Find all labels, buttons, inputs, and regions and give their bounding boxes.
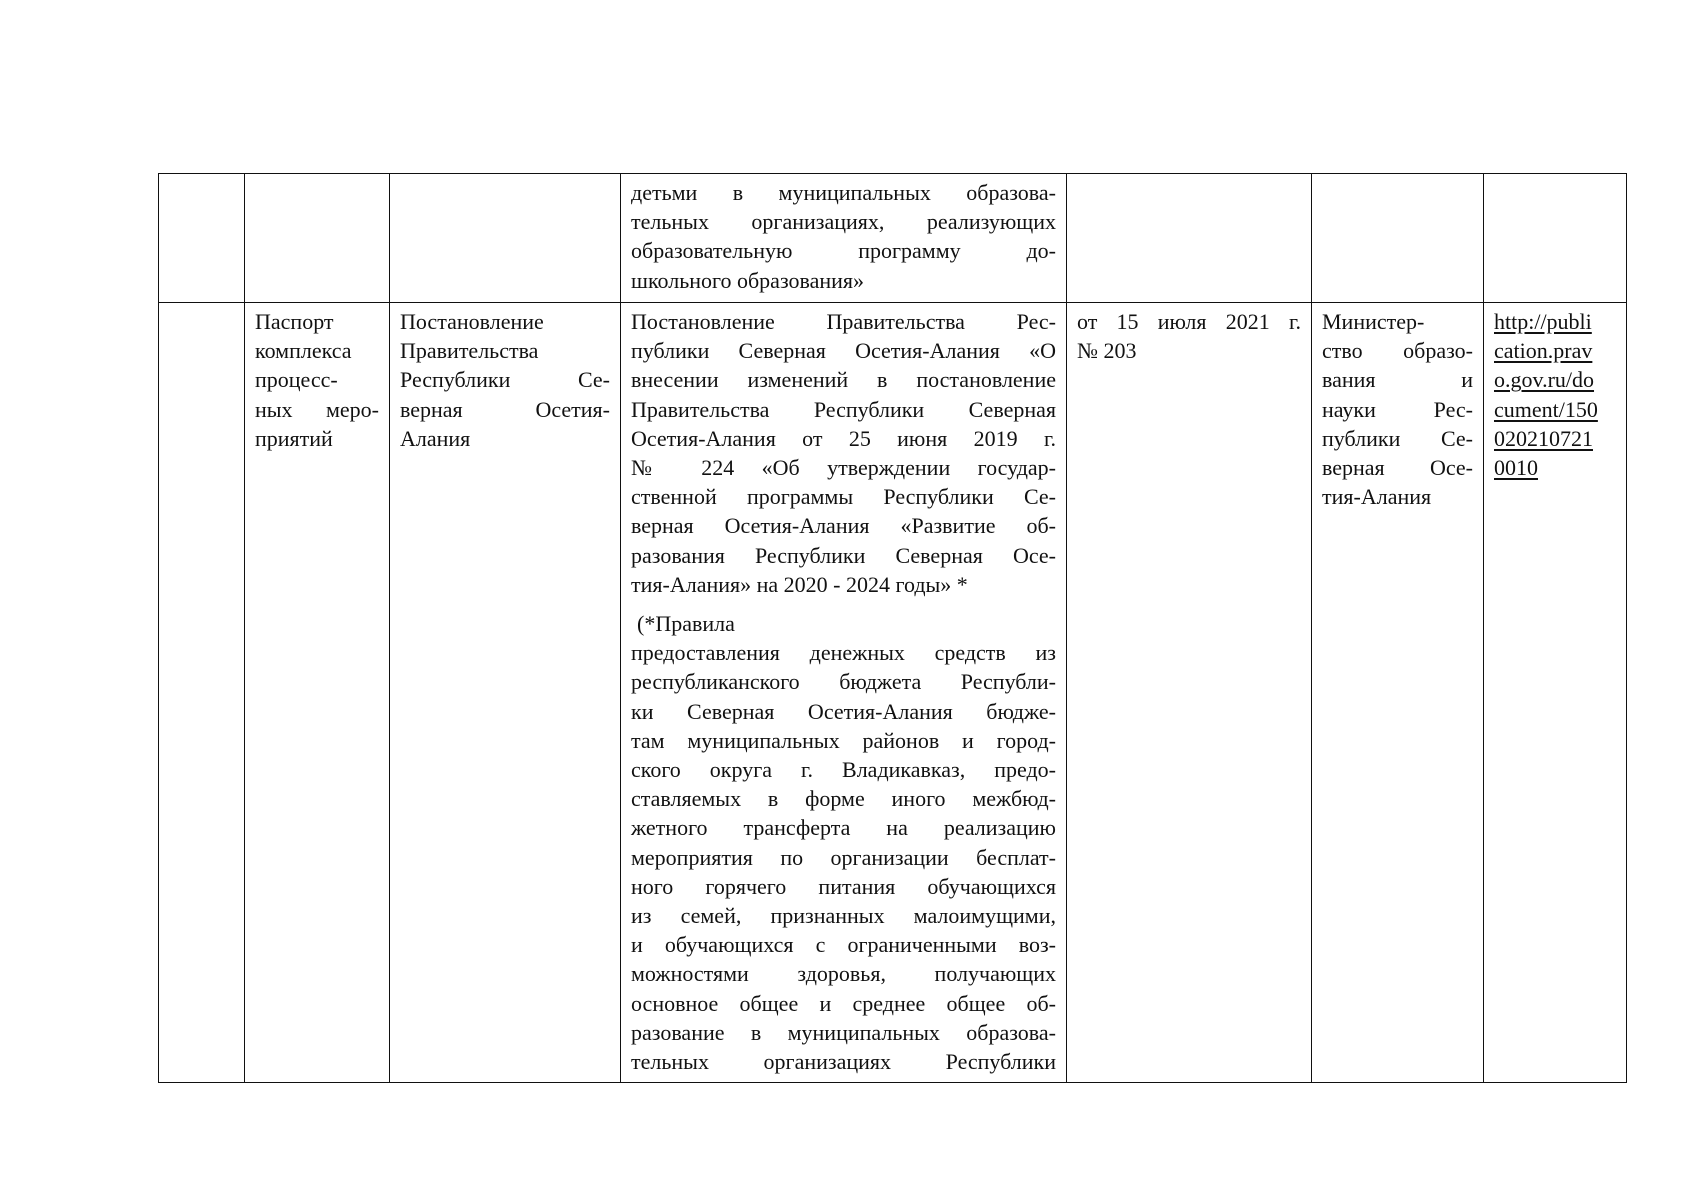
text-line: ставляемых в форме иного межбюд- xyxy=(631,786,1056,812)
text-line: внесении изменений в постановление xyxy=(631,367,1056,393)
link-line: http://publi xyxy=(1494,309,1592,334)
text-line: № 224 «Об утверждении государ- xyxy=(631,455,1056,481)
text-line: школьного образования» xyxy=(631,267,865,293)
text-line: тия-Алания» на 2020 - 2024 годы» * xyxy=(631,571,968,597)
text-line: жетного трансферта на реализацию xyxy=(631,815,1056,841)
link-line: 0010 xyxy=(1494,455,1538,481)
text-line: Алания xyxy=(400,425,471,451)
number-text: № 203 xyxy=(1077,338,1137,364)
text-line: ственной программы Республики Се- xyxy=(631,484,1056,510)
text-line: Паспорт xyxy=(255,309,334,334)
text-line: приятий xyxy=(255,425,333,451)
text-line: верная Осе- xyxy=(1322,455,1473,481)
text-line: тельных организациях, реализующих xyxy=(631,209,1056,235)
text-line: Осетия-Алания от 25 июня 2019 г. xyxy=(631,425,1056,451)
text-line: верная Осетия-Алания «Развитие об- xyxy=(631,513,1056,539)
cell-act-title xyxy=(621,303,1067,1083)
cell-act-title-continued xyxy=(621,174,1067,303)
text-line: ных меро- xyxy=(255,396,379,422)
text-line: верная Осетия- xyxy=(400,396,610,422)
text-line: процесс- xyxy=(255,367,338,393)
note-paragraph xyxy=(631,609,1056,1076)
text-line: вания и xyxy=(1322,367,1473,393)
text-line: ство образо- xyxy=(1322,338,1473,364)
text-line: публики Северная Осетия-Алания «О xyxy=(631,338,1056,364)
cell-agency xyxy=(1312,174,1484,303)
text-line: тельных организациях Республики xyxy=(631,1049,1056,1075)
cell-date-number xyxy=(1067,174,1312,303)
cell-act-kind xyxy=(390,174,621,303)
link-line: o.gov.ru/do xyxy=(1494,367,1595,393)
text-line: Постановление Правительства Рес- xyxy=(631,309,1056,334)
text-line: разования Республики Северная Осе- xyxy=(631,542,1056,568)
text-line: можностями здоровья, получающих xyxy=(631,961,1056,987)
cell-link xyxy=(1484,303,1627,1083)
text-line: и обучающихся с ограниченными воз- xyxy=(631,932,1056,958)
text-line: образовательную программу до- xyxy=(631,238,1056,264)
text-line: тия-Алания xyxy=(1322,484,1432,510)
cell-number xyxy=(159,174,245,303)
link-line: 020210721 xyxy=(1494,425,1593,451)
cell-date-number xyxy=(1067,303,1312,1083)
document-table xyxy=(158,173,1627,1083)
cell-act-kind xyxy=(390,303,621,1083)
table-row xyxy=(159,303,1627,1083)
link-line: cument/150 xyxy=(1494,396,1598,422)
text-line: ского округа г. Владикавказ, предо- xyxy=(631,757,1056,783)
text-line: там муниципальных районов и город- xyxy=(631,727,1056,753)
cell-doc-type xyxy=(245,303,390,1083)
cell-link xyxy=(1484,174,1627,303)
text-line: Республики Се- xyxy=(400,367,610,393)
cell-doc-type xyxy=(245,174,390,303)
text-line: ки Северная Осетия-Алания бюдже- xyxy=(631,698,1056,724)
text-line: Правительства xyxy=(400,338,539,364)
text-line: основное общее и среднее общее об- xyxy=(631,990,1056,1016)
text-line: предоставления денежных средств из xyxy=(631,640,1056,666)
text-line: детьми в муниципальных образова- xyxy=(631,180,1056,205)
text-line: разование в муниципальных образова- xyxy=(631,1019,1056,1045)
note-lead: (*Правила xyxy=(637,611,735,637)
cell-agency xyxy=(1312,303,1484,1083)
text-line: ного горячего питания обучающихся xyxy=(631,873,1056,899)
text-line: Правительства Республики Северная xyxy=(631,396,1056,422)
link-line: cation.prav xyxy=(1494,338,1593,364)
publication-link[interactable] xyxy=(1494,307,1616,482)
text-line: республиканского бюджета Республи- xyxy=(631,669,1056,695)
cell-number xyxy=(159,303,245,1083)
date-text: от 15 июля 2021 г. xyxy=(1077,309,1301,334)
text-line: комплекса xyxy=(255,338,352,364)
text-line: науки Рес- xyxy=(1322,396,1473,422)
text-line: Министер- xyxy=(1322,309,1425,334)
table-row xyxy=(159,174,1627,303)
text-line: из семей, признанных малоимущими, xyxy=(631,903,1056,929)
text-line: публики Се- xyxy=(1322,425,1473,451)
text-line: Постановление xyxy=(400,309,544,334)
act-title-paragraph xyxy=(631,307,1056,599)
text-line: мероприятия по организации бесплат- xyxy=(631,844,1056,870)
